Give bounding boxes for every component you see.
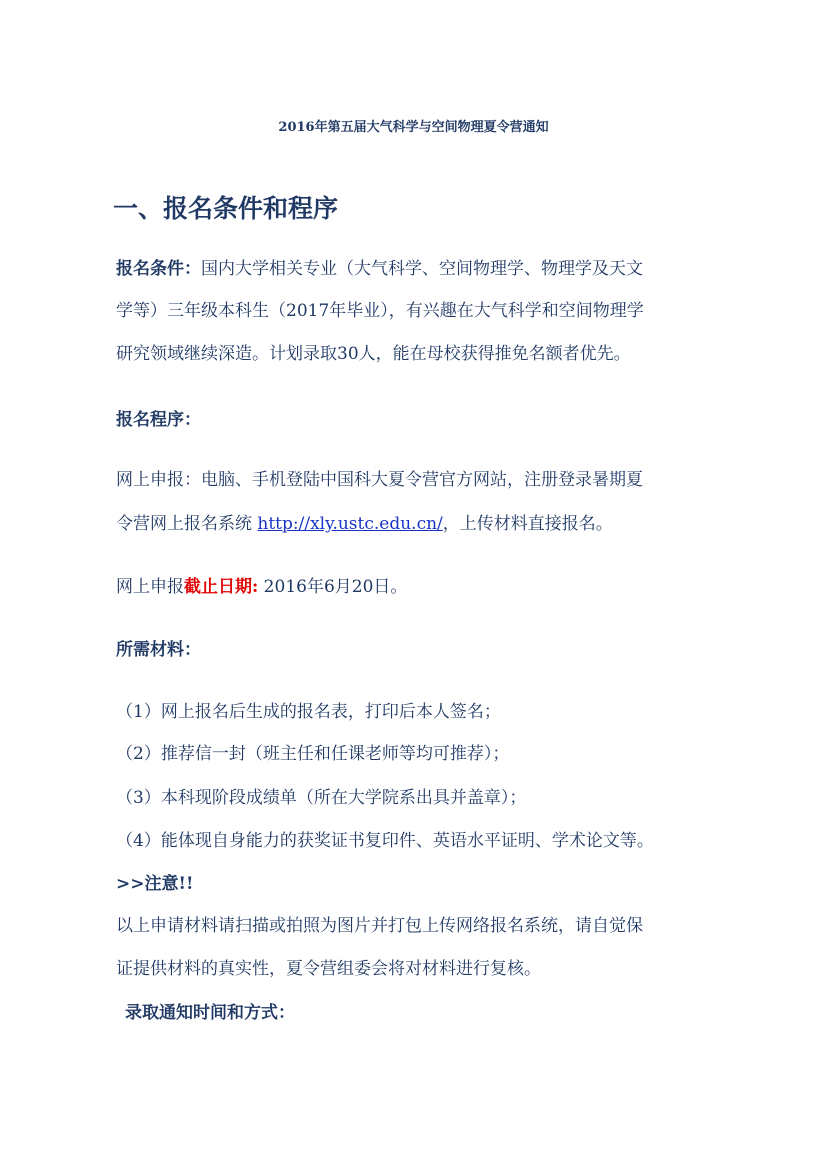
material-item: （1）网上报名后生成的报名表，打印后本人签名； <box>116 702 501 722</box>
admission-label: 录取通知时间和方式： <box>125 1003 295 1023</box>
notice-label: >>注意!! <box>116 874 194 894</box>
conditions-line-1 <box>116 258 716 281</box>
materials-label: 所需材料： <box>116 640 201 660</box>
online-line-2-suffix: ，上传材料直接报名。 <box>442 514 613 534</box>
online-line-2 <box>116 513 716 536</box>
conditions-label: 报名条件： <box>116 259 201 279</box>
conditions-line-2: 学等）三年级本科生（2017年毕业），有兴趣在大气科学和空间物理学 <box>116 301 644 321</box>
online-line-2-prefix: 令营网上报名系统 <box>116 514 258 534</box>
deadline-line <box>116 576 716 599</box>
document-title: 2016年第五届大气科学与空间物理夏令营通知 <box>278 120 549 135</box>
material-item: （3）本科现阶段成绩单（所在大学院系出具并盖章）； <box>116 788 527 808</box>
material-item: （4）能体现自身能力的获奖证书复印件、英语水平证明、学术论文等。 <box>116 831 654 851</box>
material-item: （2）推荐信一封（班主任和任课老师等均可推荐）； <box>116 744 510 764</box>
procedure-label: 报名程序： <box>116 410 201 430</box>
online-line-1: 网上申报：电脑、手机登陆中国科大夏令营官方网站，注册登录暑期夏 <box>116 470 643 490</box>
deadline-label: 截止日期: <box>184 577 259 597</box>
notice-line-1: 以上申请材料请扫描或拍照为图片并打包上传网络报名系统，请自觉保 <box>116 916 643 936</box>
registration-link[interactable]: http://xly.ustc.edu.cn/ <box>257 514 443 534</box>
deadline-value: 2016年6月20日。 <box>258 577 408 597</box>
deadline-prefix: 网上申报 <box>116 577 184 597</box>
conditions-text-1: 国内大学相关专业（大气科学、空间物理学、物理学及天文 <box>201 259 643 279</box>
notice-line-2: 证提供材料的真实性，夏令营组委会将对材料进行复核。 <box>116 959 541 979</box>
conditions-line-3: 研究领域继续深造。计划录取30人，能在母校获得推免名额者优先。 <box>116 344 631 364</box>
section-heading: 一、报名条件和程序 <box>113 194 339 223</box>
